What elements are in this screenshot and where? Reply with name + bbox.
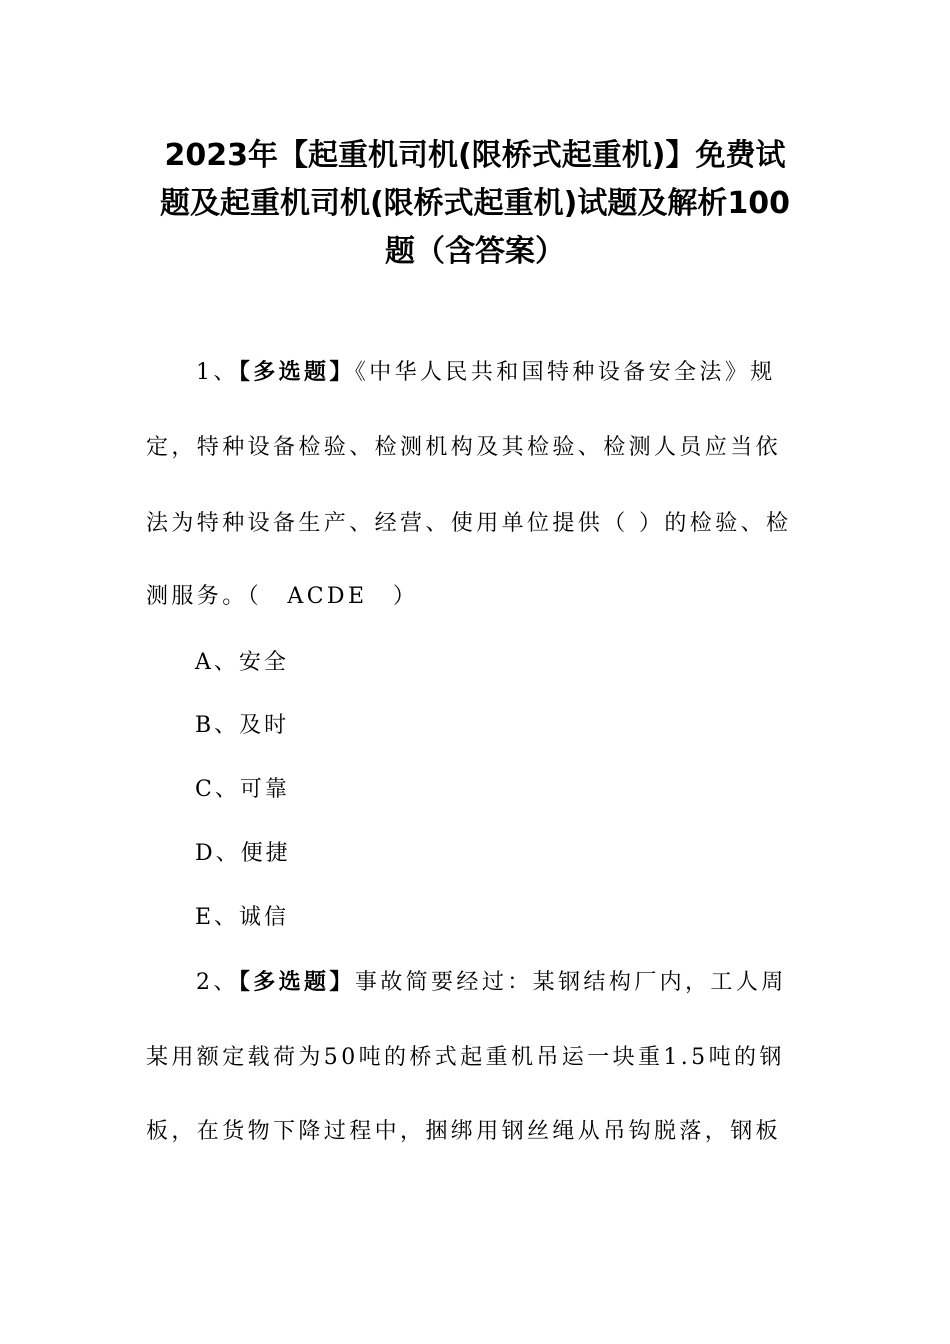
title-line-3: 题（含答案） (385, 234, 565, 269)
question-2-number: 2、 (196, 970, 239, 995)
question-1-line-4: 测服务。（ ACDE ） (146, 584, 419, 609)
question-2-line-2: 某用额定载荷为50吨的桥式起重机吊运一块重1.5吨的钢 (146, 1045, 785, 1070)
question-1-option-e: E、诚信 (195, 905, 290, 930)
question-2-text-1: 事故简要经过：某钢结构厂内，工人周 (354, 970, 787, 995)
question-1-option-d: D、便捷 (195, 841, 291, 866)
question-1-option-b: B、及时 (195, 713, 290, 738)
question-2-line-3: 板，在货物下降过程中，捆绑用钢丝绳从吊钩脱落，钢板 (146, 1119, 782, 1144)
page-title (140, 132, 810, 276)
question-1-text-1: 《中华人民共和国特种设备安全法》规 (354, 360, 776, 385)
question-1-type: 【多选题】 (238, 360, 355, 385)
question-1-line-3: 法为特种设备生产、经营、使用单位提供（ ）的检验、检 (146, 511, 792, 536)
question-1-number: 1、 (196, 360, 239, 385)
question-1-option-a: A、安全 (195, 650, 289, 675)
question-1-line-2: 定，特种设备检验、检测机构及其检验、检测人员应当依 (146, 435, 782, 460)
question-1-option-c: C、可靠 (195, 777, 290, 802)
title-line-2: 题及起重机司机(限桥式起重机)试题及解析100 (159, 186, 791, 221)
question-2-type: 【多选题】 (238, 970, 355, 995)
question-2-line-1 (196, 965, 787, 996)
question-1-line-1 (196, 355, 776, 386)
title-line-1: 2023年【起重机司机(限桥式起重机)】免费试 (164, 138, 786, 173)
